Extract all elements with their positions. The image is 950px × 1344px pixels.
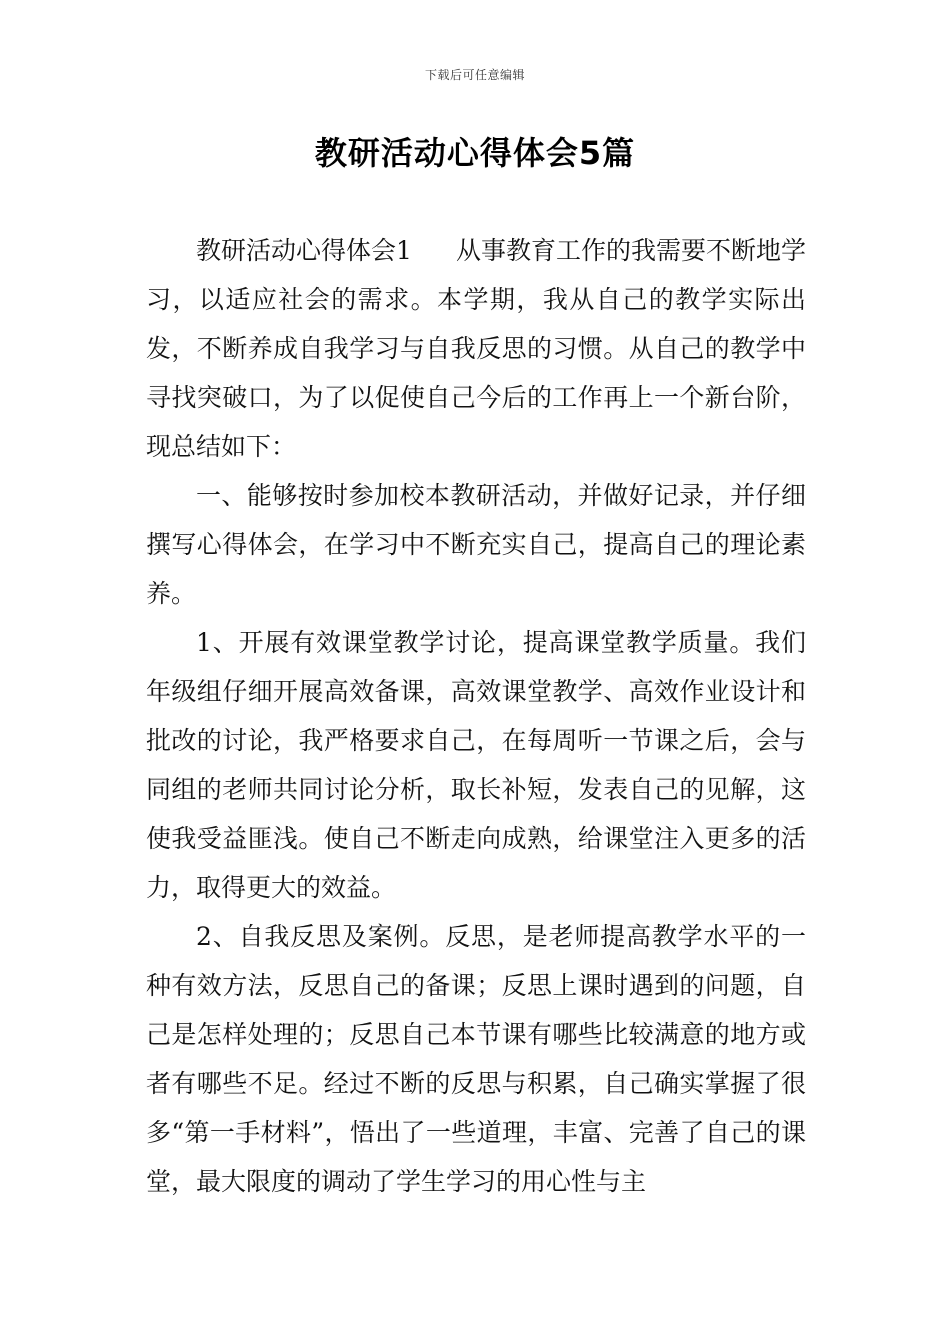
paragraph-intro xyxy=(146,226,806,471)
document-body xyxy=(146,226,806,1206)
intro-heading: 教研活动心得体会1 xyxy=(196,236,412,265)
document-title: 教研活动心得体会5篇 xyxy=(314,134,636,172)
header-note: 下载后可任意编辑 xyxy=(424,68,525,82)
paragraph-text: 从事教育工作的我需要不断地学习，以适应社会的需求。本学期，我从自己的教学实际出发，不断养成自我学习与自我反思的习惯。从自己的教学中寻找突破口，为了以促使自己今后的工作再上一个新台阶，现总结如下： xyxy=(146,236,806,461)
paragraph: 2、自我反思及案例。反思，是老师提高教学水平的一种有效方法，反思自己的备课；反思上课时遇到的问题，自己是怎样处理的；反思自己本节课有哪些比较满意的地方或者有哪些不足。经过不断的反思与积累，自己确实掌握了很多“第一手材料”，悟出了一些道理，丰富、完善了自己的课堂，最大限度的调动了学生学习的用心性与主 xyxy=(146,922,806,1196)
paragraph: 1、开展有效课堂教学讨论，提高课堂教学质量。我们年级组仔细开展高效备课，高效课堂教学、高效作业设计和批改的讨论，我严格要求自己，在每周听一节课之后，会与同组的老师共同讨论分析，取长补短，发表自己的见解，这使我受益匪浅。使自己不断走向成熟，给课堂注入更多的活力，取得更大的效益。 xyxy=(146,628,806,902)
paragraph: 一、能够按时参加校本教研活动，并做好记录，并仔细撰写心得体会，在学习中不断充实自己，提高自己的理论素养。 xyxy=(146,481,806,608)
